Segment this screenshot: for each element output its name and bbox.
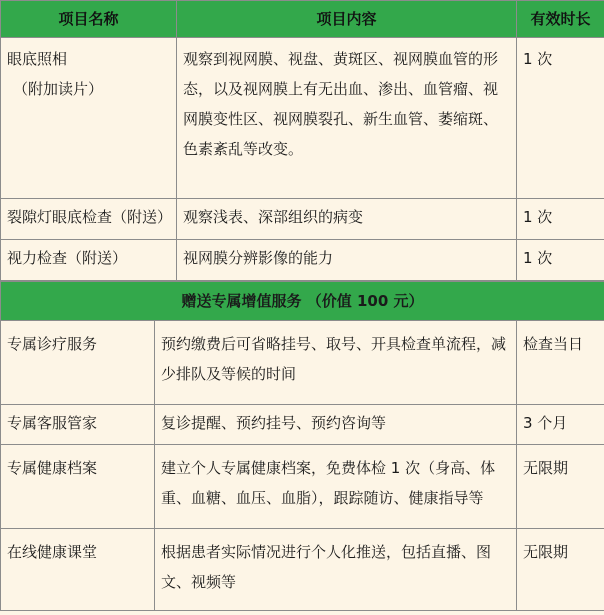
service-duration-cell [517, 445, 604, 529]
service-name-cell [1, 445, 155, 529]
item-content-cell [177, 199, 517, 240]
service-name: 专属健康档案 [7, 459, 98, 477]
item-name: 视力检查（附送） [7, 249, 128, 267]
service-duration: 无限期 [523, 459, 569, 477]
item-name-cell [1, 199, 177, 240]
service-content-cell [155, 529, 517, 611]
table-header-row [1, 1, 604, 38]
table-row [1, 199, 604, 240]
service-duration: 检查当日 [523, 335, 584, 353]
item-duration-cell [517, 240, 604, 281]
service-duration-cell [517, 529, 604, 611]
item-duration-cell [517, 38, 604, 199]
service-content: 建立个人专属健康档案，免费体检 1 次（身高、体重、血糖、血压、血脂），跟踪随访、健康指导等 [161, 459, 496, 507]
item-content: 视网膜分辨影像的能力 [183, 249, 334, 267]
item-content: 观察到视网膜、视盘、黄斑区、视网膜血管的形态，以及视网膜上有无出血、渗出、血管瘤、视网膜变性区、视网膜裂孔、新生血管、萎缩斑、色素紊乱等改变。 [183, 50, 499, 158]
table-row [1, 405, 604, 445]
item-duration: 1 次 [523, 50, 553, 68]
service-name-cell [1, 405, 155, 445]
service-table [0, 0, 604, 281]
service-name: 专属诊疗服务 [7, 335, 98, 353]
header-item-name: 项目名称 [1, 1, 177, 38]
service-name-cell [1, 529, 155, 611]
service-name-cell [1, 321, 155, 405]
value-added-table [0, 281, 604, 611]
service-duration: 3 个月 [523, 414, 568, 432]
item-content-cell [177, 240, 517, 281]
service-name: 在线健康课堂 [7, 543, 98, 561]
table-row [1, 529, 604, 611]
item-duration: 1 次 [523, 208, 553, 226]
table-row [1, 38, 604, 199]
item-name: 裂隙灯眼底检查（附送） [7, 208, 173, 226]
header-item-content: 项目内容 [177, 1, 517, 38]
item-duration: 1 次 [523, 249, 553, 267]
service-content: 根据患者实际情况进行个人化推送，包括直播、图文、视频等 [161, 543, 492, 591]
service-content-cell [155, 405, 517, 445]
table-row [1, 445, 604, 529]
item-content: 观察浅表、深部组织的病变 [183, 208, 364, 226]
service-duration-cell [517, 321, 604, 405]
service-content: 复诊提醒、预约挂号、预约咨询等 [161, 414, 387, 432]
item-duration-cell [517, 199, 604, 240]
item-name-note: （附加读片） [13, 80, 104, 98]
table-row [1, 321, 604, 405]
service-duration-cell [517, 405, 604, 445]
service-duration: 无限期 [523, 543, 569, 561]
service-name: 专属客服管家 [7, 414, 98, 432]
service-content-cell [155, 445, 517, 529]
service-content: 预约缴费后可省略挂号、取号、开具检查单流程，减少排队及等候的时间 [161, 335, 507, 383]
value-added-banner: 赠送专属增值服务 （价值 100 元） [1, 282, 604, 321]
table-row [1, 240, 604, 281]
item-name-cell [1, 240, 177, 281]
service-content-cell [155, 321, 517, 405]
item-name-cell [1, 38, 177, 199]
item-content-cell [177, 38, 517, 199]
header-duration: 有效时长 [517, 1, 604, 38]
item-name: 眼底照相 [7, 50, 68, 68]
value-added-banner-row [1, 282, 604, 321]
